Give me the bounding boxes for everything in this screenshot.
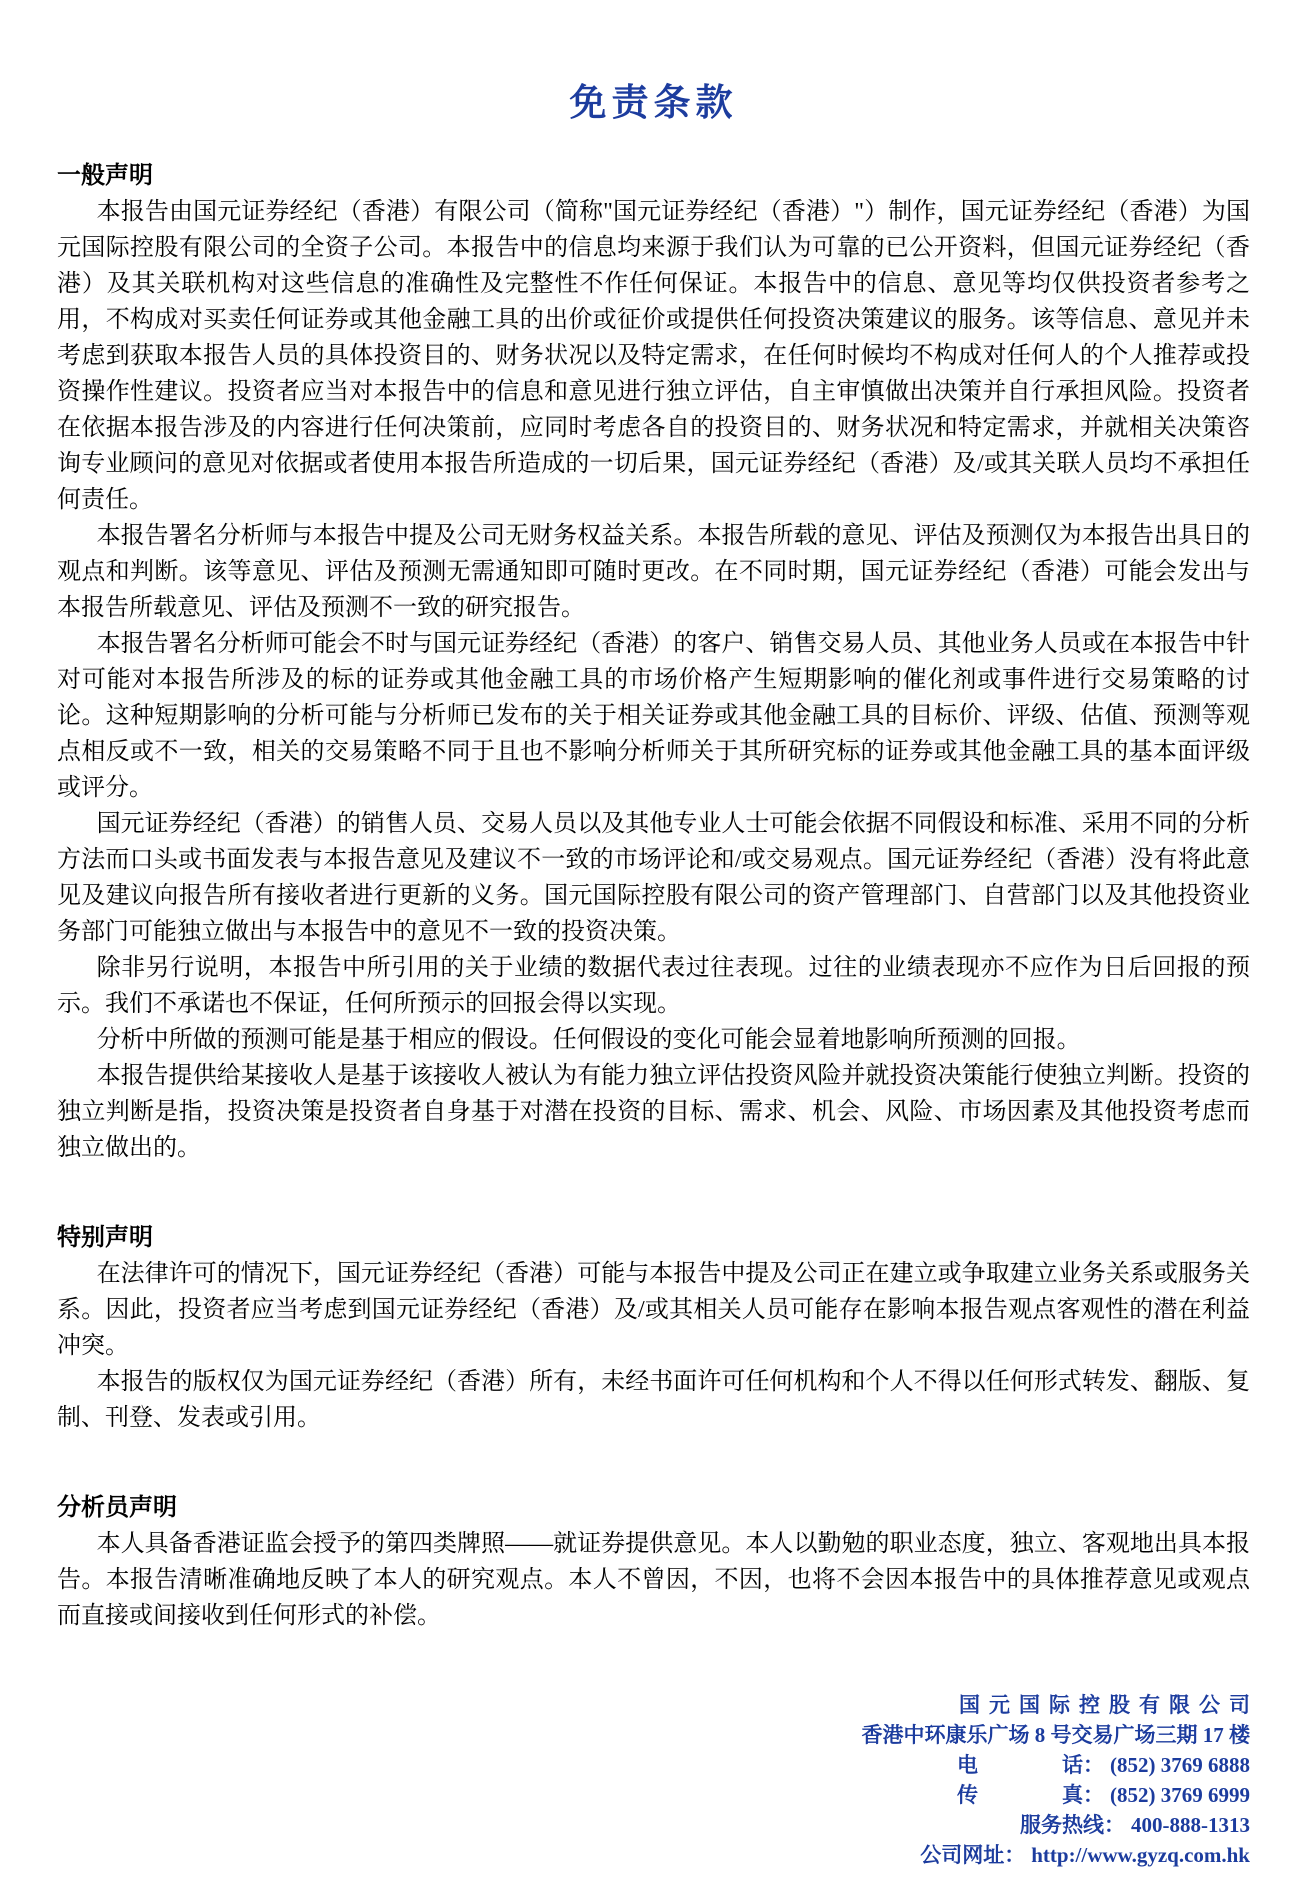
footer-fax-label: 传 真： (957, 1783, 1104, 1808)
footer-hotline-row (57, 1810, 1250, 1840)
footer-website-row (57, 1840, 1250, 1870)
general-paragraph-4: 国元证券经纪（香港）的销售人员、交易人员以及其他专业人士可能会依据不同假设和标准、采用不同的分析方法而口头或书面发表与本报告意见及建议不一致的市场评论和/或交易观点。国元证券经纪（香港）没有将此意见及建议向报告所有接收者进行更新的义务。国元国际控股有限公司的资产管理部门、自营部门以及其他投资业务部门可能独立做出与本报告中的意见不一致的投资决策。 (57, 811, 1250, 946)
footer-contact-block (57, 1690, 1259, 1870)
footer-phone-label: 电 话： (957, 1753, 1104, 1778)
general-paragraph-3: 本报告署名分析师可能会不时与国元证券经纪（香港）的客户、销售交易人员、其他业务人员或在本报告中针对可能对本报告所涉及的标的证券或其他金融工具的市场价格产生短期影响的催化剂或事件进行交易策略的讨论。这种短期影响的分析可能与分析师已发布的关于相关证券或其他金融工具的目标价、评级、估值、预测等观点相反或不一致，相关的交易策略不同于且也不影响分析师关于其所研究标的证券或其他金融工具的基本面评级或评分。 (57, 631, 1250, 802)
general-paragraph-6: 分析中所做的预测可能是基于相应的假设。任何假设的变化可能会显着地影响所预测的回报。 (96, 1027, 1081, 1054)
footer-company-name: 国元国际控股有限公司 (959, 1693, 1259, 1718)
section-general-statement (57, 158, 1250, 1166)
general-paragraph-5: 除非另行说明，本报告中所引用的关于业绩的数据代表过往表现。过往的业绩表现亦不应作为日后回报的预示。我们不承诺也不保证，任何所预示的回报会得以实现。 (57, 955, 1250, 1018)
footer-website-label: 公司网址： (920, 1843, 1026, 1868)
footer-hotline-value: 400-888-1313 (1131, 1813, 1250, 1838)
special-paragraph-1: 在法律许可的情况下，国元证券经纪（香港）可能与本报告中提及公司正在建立或争取建立业务关系或服务关系。因此，投资者应当考虑到国元证券经纪（香港）及/或其相关人员可能存在影响本报告观点客观性的潜在利益冲突。 (57, 1261, 1250, 1360)
general-paragraph-2: 本报告署名分析师与本报告中提及公司无财务权益关系。本报告所载的意见、评估及预测仅为本报告出具日的观点和判断。该等意见、评估及预测无需通知即可随时更改。在不同时期，国元证券经纪（香港）可能会发出与本报告所载意见、评估及预测不一致的研究报告。 (57, 523, 1250, 622)
footer-phone-value: (852) 3769 6888 (1110, 1753, 1250, 1778)
footer-hotline-label: 服务热线： (1020, 1813, 1125, 1838)
section-special-statement (57, 1220, 1250, 1436)
footer-fax-row (57, 1780, 1250, 1810)
analyst-paragraph-1: 本人具备香港证监会授予的第四类牌照——就证券提供意见。本人以勤勉的职业态度，独立、客观地出具本报告。本报告清晰准确地反映了本人的研究观点。本人不曾因，不因，也将不会因本报告中的具体推荐意见或观点而直接或间接收到任何形式的补偿。 (57, 1531, 1250, 1630)
section-analyst-statement (57, 1490, 1250, 1634)
footer-address: 香港中环康乐广场 8 号交易广场三期 17 楼 (861, 1723, 1250, 1748)
page-title: 免责条款 (569, 83, 738, 124)
section-heading-special: 特别声明 (57, 1225, 153, 1252)
footer-phone-row (57, 1750, 1250, 1780)
section-heading-analyst: 分析员声明 (57, 1495, 177, 1522)
footer-fax-value: (852) 3769 6999 (1110, 1783, 1250, 1808)
section-heading-general: 一般声明 (57, 163, 153, 190)
general-paragraph-7: 本报告提供给某接收人是基于该接收人被认为有能力独立评估投资风险并就投资决策能行使独立判断。投资的独立判断是指，投资决策是投资者自身基于对潜在投资的目标、需求、机会、风险、市场因素及其他投资考虑而独立做出的。 (57, 1063, 1250, 1162)
special-paragraph-2: 本报告的版权仅为国元证券经纪（香港）所有，未经书面许可任何机构和个人不得以任何形式转发、翻版、复制、刊登、发表或引用。 (57, 1369, 1250, 1432)
general-paragraph-1: 本报告由国元证券经纪（香港）有限公司（简称"国元证券经纪（香港）"）制作，国元证券经纪（香港）为国元国际控股有限公司的全资子公司。本报告中的信息均来源于我们认为可靠的已公开资料，但国元证券经纪（香港）及其关联机构对这些信息的准确性及完整性不作任何保证。本报告中的信息、意见等均仅供投资者参考之用，不构成对买卖任何证券或其他金融工具的出价或征价或提供任何投资决策建议的服务。该等信息、意见并未考虑到获取本报告人员的具体投资目的、财务状况以及特定需求，在任何时候均不构成对任何人的个人推荐或投资操作性建议。投资者应当对本报告中的信息和意见进行独立评估，自主审慎做出决策并自行承担风险。投资者在依据本报告涉及的内容进行任何决策前，应同时考虑各自的投资目的、财务状况和特定需求，并就相关决策咨询专业顾问的意见对依据或者使用本报告所造成的一切后果，国元证券经纪（香港）及/或其关联人员均不承担任何责任。 (57, 199, 1250, 514)
footer-website-value: http://www.gyzq.com.hk (1031, 1843, 1250, 1868)
